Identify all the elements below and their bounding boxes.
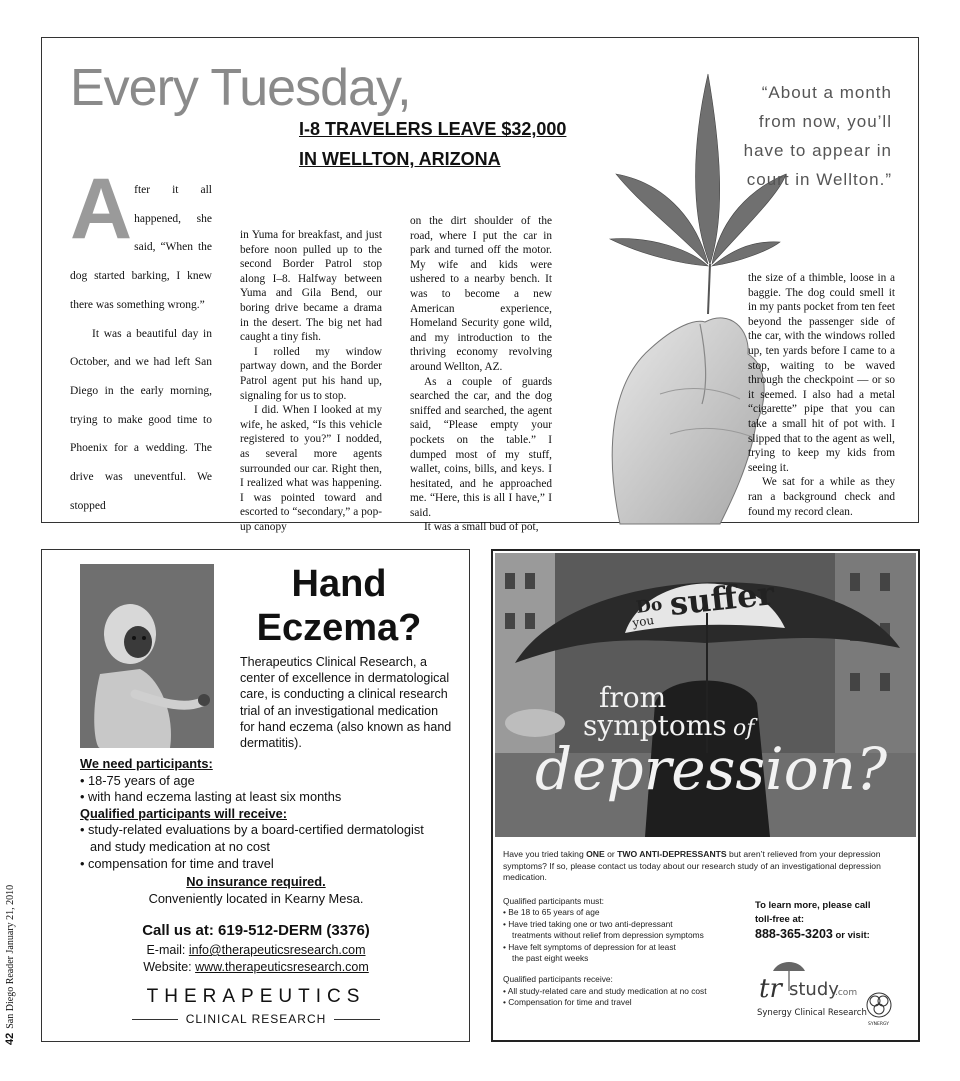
list-item-continued: and study medication at no cost [90, 838, 270, 854]
list-item-continued: treatments without relief from depression symptoms [512, 930, 704, 941]
ad-intro: Therapeutics Clinical Research, a center of excellence in dermatological care, is conducting a clinical research trial of an investigational medication for hand eczema (also known as hand dermatitis). [240, 655, 452, 751]
insurance-note [62, 873, 450, 907]
divider [132, 1019, 178, 1020]
ad-requirements [80, 756, 460, 872]
paragraph: As a couple of guards searched the car, and the dog sniffed and searched, the agent said, “Please empty your pockets on the table.” I dumped most of my stuff, wallet, coins, bills, and keys. I hesitated, and he approached me. “Here, this is all I have,” I said. [410, 375, 552, 519]
contact-info [62, 942, 450, 975]
umbrella-do: Do [634, 594, 664, 618]
umbrella-suffer: suffer [667, 574, 777, 623]
headline-of: of [733, 716, 755, 741]
logo-study: study [789, 979, 839, 1000]
depression-ad [491, 549, 920, 1042]
paragraph: the size of a thimble, loose in a baggie. The dog could smell it in my pants pocket from ten feet beyond the passenger side of the car, with the windows rolled up, ten yards before I came to a stop, waiting to be waved through the checkpoint — or so it seemed. I also had a metal “cigarette” pipe that you can take a small hit of pot with. I slipped that to the agent as well, trying to keep my kids from seeing it. [748, 272, 895, 474]
trystudy-logo [755, 949, 915, 1039]
brand-subtitle [62, 1012, 450, 1026]
website-link[interactable]: www.therapeuticsresearch.com [195, 959, 369, 974]
logo-com: .com [835, 988, 858, 998]
ad-title-line-2: Eczema? [256, 607, 422, 649]
website-label: Website: [143, 959, 196, 974]
or-visit: or visit: [832, 930, 870, 941]
umbrella-you: you [631, 613, 655, 630]
email-link[interactable]: info@therapeuticsresearch.com [188, 943, 366, 957]
paragraph: It was a beautiful day in October, and we had left San Diego in the early morning, trying to make good time to Phoenix for a wedding. The drive was uneventful. We stopped [70, 327, 212, 512]
paragraph: on the dirt shoulder of the road, where I put the car in park and turned off the motor. My wife and kids were ushered to a nearby bench. It was to become a new American experience, Homeland Security gone wild, and my introduction to the thriving economy revolving around Wellton, AZ. [410, 215, 552, 373]
depression-contact [755, 899, 915, 943]
headline-line-1: I-8 TRAVELERS LEAVE $32,000 [299, 119, 567, 139]
series-title: Every Tuesday, [70, 59, 411, 117]
list-item-continued: the past eight weeks [512, 953, 589, 964]
logo-tr: tr [759, 974, 782, 1004]
paragraph: fter it all happened, she said, “When the dog started barking, I knew there was something wrong.” [70, 184, 212, 311]
list-item: • Compensation for time and travel [503, 997, 632, 1008]
article-column-2 [240, 228, 382, 534]
list-item: • Have tried taking one or two anti-depressant [503, 918, 673, 929]
eczema-ad [41, 549, 470, 1042]
page-folio [4, 885, 16, 1045]
ad-title [244, 562, 434, 650]
headline-depression: depression? [535, 735, 888, 803]
need-heading: We need participants: [80, 756, 213, 771]
divider [334, 1019, 380, 1020]
list-item: • study-related evaluations by a board-certified dermatologist [80, 822, 424, 838]
must-heading: Qualified participants must: [503, 896, 605, 906]
list-item: • compensation for time and travel [80, 855, 274, 871]
paragraph: I rolled my window partway down, and the Border Patrol agent put his hand up, signaling for us to stop. [240, 345, 382, 402]
depression-intro: Have you tried taking ONE or TWO ANTI-DEPRESSANTS but aren’t relieved from your depression symptoms? If so, please contact us today about our research study of an investigational depression medication. [503, 849, 881, 883]
article-column-1 [70, 161, 212, 520]
call-line: Call us at: 619-512-DERM (3376) [142, 922, 370, 939]
paragraph: I did. When I looked at my wife, he asked, “Is this vehicle registered to you?” I nodded, as several more agents surrounded our car. Right then, I realized what was happening. I was pointed toward and escorted to “secondary,” a pop-up canopy [240, 404, 382, 533]
umbrella-photo [495, 553, 916, 837]
toll-free: toll-free at: [755, 914, 805, 925]
article-box [41, 37, 919, 534]
list-item: • 18-75 years of age [80, 772, 195, 788]
headline [299, 114, 566, 174]
location: Conveniently located in Kearny Mesa. [148, 891, 364, 906]
email-label: E-mail: [146, 943, 189, 957]
list-item: • with hand eczema lasting at least six months [80, 789, 342, 805]
headline-symptoms: symptoms [583, 709, 727, 742]
publication-line: San Diego Reader January 21, 2010 [5, 884, 16, 1029]
headline-from: from [599, 681, 667, 714]
brand-name: THERAPEUTICS [146, 986, 366, 1007]
paragraph: It was a small bud of pot, [424, 521, 539, 534]
monkey-photo [80, 564, 214, 748]
receive-heading: Qualified participants will receive: [80, 805, 287, 821]
list-item: • Be 18 to 65 years of age [503, 907, 600, 918]
synergy-badge: SYNERGY [868, 1022, 889, 1027]
list-item: • Have felt symptoms of depression for at least [503, 941, 676, 952]
phone-number[interactable]: 888-365-3203 [755, 927, 833, 941]
depression-criteria [503, 896, 758, 1009]
paragraph: We sat for a while as they ran a background check and found my record clean. [748, 476, 895, 518]
paragraph: in Yuma for breakfast, and just before noon pulled up to the second Border Patrol stop along I–8. Halfway between Yuma and Gila Bend, our boring drive became a drama in the desert. The big net had caught a tiny fish. [240, 229, 382, 344]
pull-quote: “About a month from now, you’ll have to appear in court in Wellton.” [743, 83, 892, 189]
drop-cap: A [70, 161, 133, 257]
page-number: 42 [4, 1032, 16, 1045]
no-insurance: No insurance required. [186, 874, 326, 889]
synergy-text: Synergy Clinical Research [757, 1008, 867, 1018]
article-column-4 [748, 271, 895, 519]
list-item: • All study-related care and study medication at no cost [503, 985, 707, 996]
receive-heading: Qualified participants receive: [503, 974, 613, 985]
article-column-3 [410, 214, 552, 535]
brand-subtitle-text: CLINICAL RESEARCH [185, 1012, 327, 1026]
learn-more: To learn more, please call [755, 900, 871, 911]
ad-title-line-1: Hand [291, 563, 387, 605]
synergy-icon [867, 993, 891, 1017]
headline-line-2: IN WELLTON, ARIZONA [299, 149, 501, 169]
